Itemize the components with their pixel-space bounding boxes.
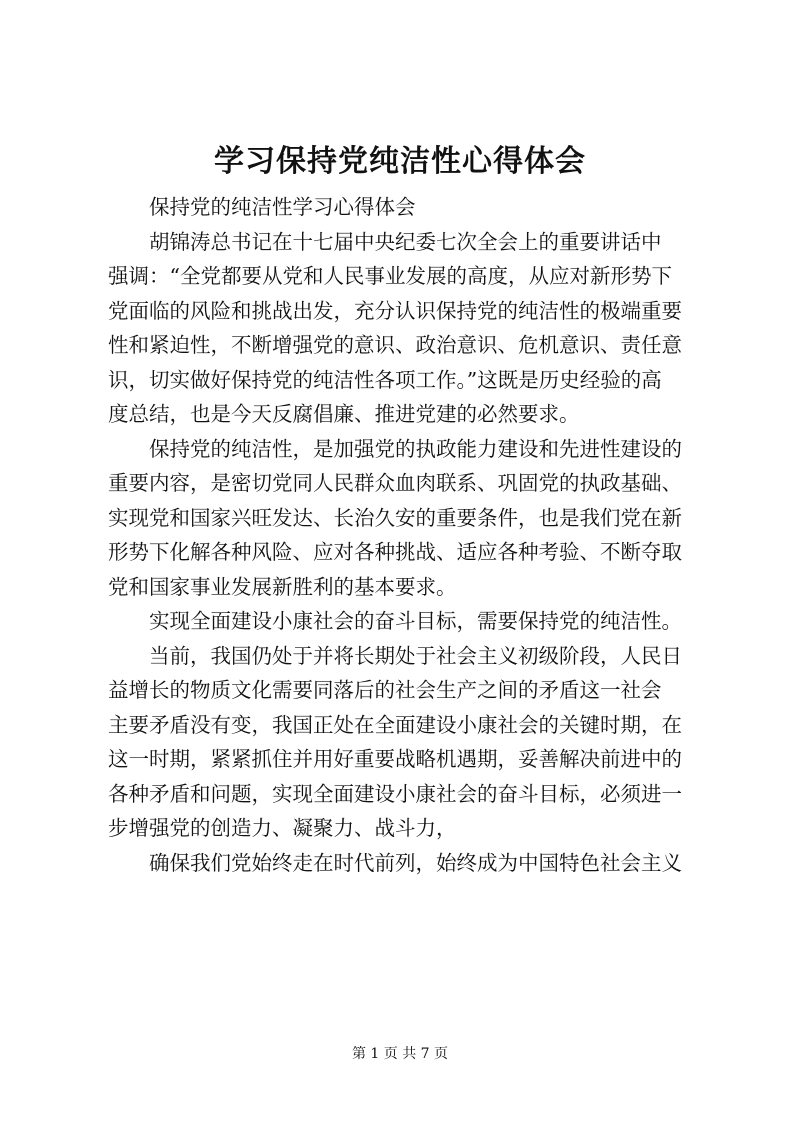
paragraph-line: 重要内容，是密切党同人民群众血肉联系、巩固党的执政基础、	[108, 471, 682, 495]
paragraph-line: 主要矛盾没有变，我国正处在全面建设小康社会的关键时期，在	[108, 712, 682, 737]
paragraph-line: 确保我们党始终走在时代前列，始终成为中国特色社会主义	[149, 850, 682, 875]
paragraph-line: 实现党和国家兴旺发达、长治久安的重要条件，也是我们党在新	[108, 505, 682, 530]
paragraph-line: 当前，我国仍处于并将长期处于社会主义初级阶段，人民日	[149, 643, 682, 668]
paragraph-line: 益增长的物质文化需要同落后的社会生产之间的矛盾这一社会	[108, 678, 662, 702]
paragraph-line: 识，切实做好保持党的纯洁性各项工作。”这既是历史经验的高	[108, 367, 662, 392]
paragraph-line: 这一时期，紧紧抓住并用好重要战略机遇期，妥善解决前进中的	[108, 747, 682, 771]
paragraph-line: 保持党的纯洁性，是加强党的执政能力建设和先进性建设的	[149, 436, 682, 461]
paragraph-line: 强调：“全党都要从党和人民事业发展的高度，从应对新形势下	[108, 264, 672, 288]
document-title: 学习保持党纯洁性心得体会	[214, 144, 586, 179]
paragraph-line: 步增强党的创造力、凝聚力、战斗力，	[108, 816, 457, 840]
paragraph-line: 形势下化解各种风险、应对各种挑战、适应各种考验、不断夺取	[108, 540, 682, 564]
paragraph-line: 性和紧迫性，不断增强党的意识、政治意识、危机意识、责任意	[108, 333, 682, 357]
paragraph-line: 党面临的风险和挑战出发，充分认识保持党的纯洁性的极端重要	[108, 298, 682, 323]
paragraph-line: 度总结，也是今天反腐倡廉、推进党建的必然要求。	[108, 402, 580, 426]
paragraph-line: 各种矛盾和问题，实现全面建设小康社会的奋斗目标，必须进一	[108, 781, 682, 806]
paragraph-line: 实现全面建设小康社会的奋斗目标，需要保持党的纯洁性。	[149, 609, 682, 633]
document-body	[108, 190, 698, 880]
page-footer: 第 1 页 共 7 页	[351, 1046, 449, 1062]
subtitle-line: 保持党的纯洁性学习心得体会	[149, 195, 416, 219]
paragraph-line: 胡锦涛总书记在十七届中央纪委七次全会上的重要讲话中	[149, 229, 662, 254]
paragraph-line: 党和国家事业发展新胜利的基本要求。	[108, 574, 457, 599]
